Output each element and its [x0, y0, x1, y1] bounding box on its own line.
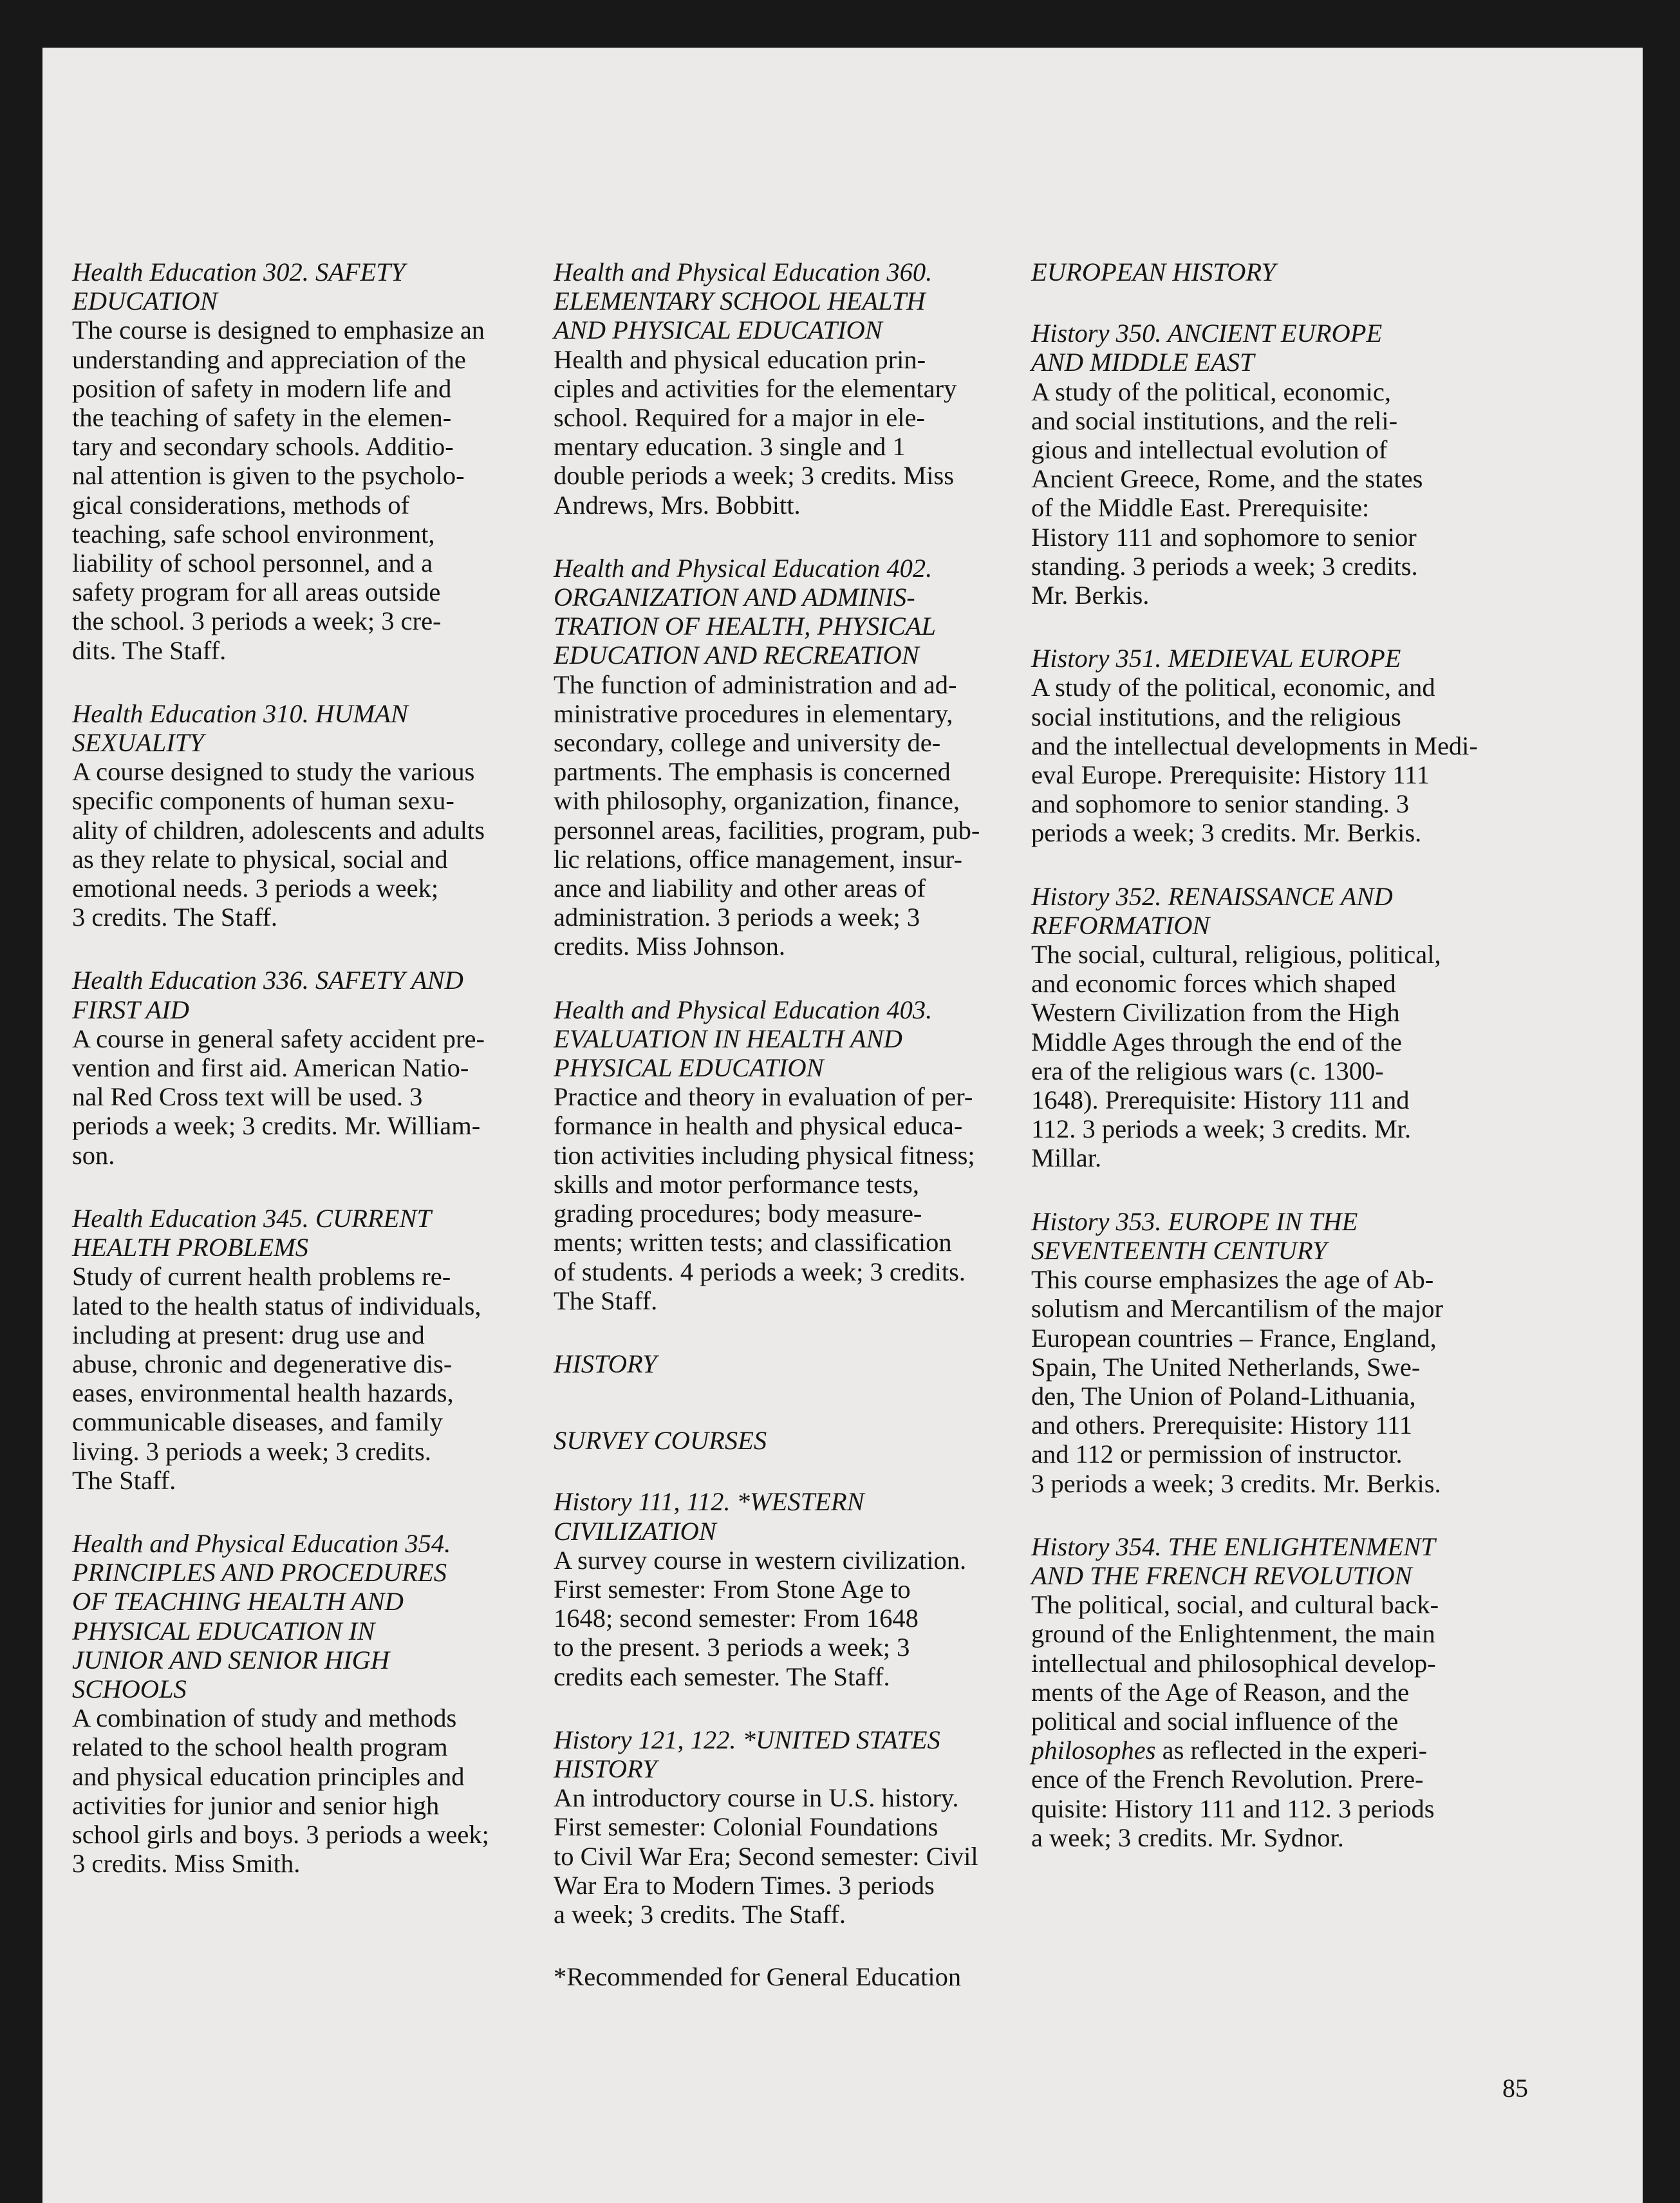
- course-entry: [72, 699, 542, 932]
- description-text: The political, social, and cultural back- ground of the Enlightenment, the main intellectual and philosophical develop- ments of the Age of Reason, and the political and social influence of the: [1031, 1590, 1439, 1736]
- course-description: A combination of study and methods related to the school health program and physical education principles and activities for junior and senior high school girls and boys. 3 periods a week; 3 credits. Miss Smith.: [72, 1703, 489, 1879]
- course-description: The social, cultural, religious, political, and economic forces which shaped Western Civilization from the High Middle Ages through the end of the era of the religious wars (c. 1300- 1648). Prerequisite: History 111 and 112. 3 periods a week; 3 credits. Mr. Millar.: [1031, 940, 1441, 1173]
- course-entry: [554, 554, 1038, 961]
- course-heading: History 354. THE ENLIGHTENMENT AND THE FRENCH REVOLUTION: [1031, 1532, 1435, 1590]
- course-heading: Health and Physical Education 402. ORGANIZATION AND ADMINIS- TRATION OF HEALTH, PHYSICAL EDUCATION AND RECREATION: [554, 553, 936, 670]
- section-heading-european-history: EUROPEAN HISTORY: [1031, 258, 1276, 286]
- section-heading-history: HISTORY: [554, 1349, 657, 1378]
- course-entry: [72, 1204, 542, 1495]
- course-entry: [554, 1725, 1038, 1929]
- course-heading: History 353. EUROPE IN THE SEVENTEENTH CENTURY: [1031, 1206, 1358, 1265]
- footnote: *Recommended for General Education: [554, 1962, 962, 1992]
- course-entry: [72, 966, 542, 1169]
- course-entry: [1031, 319, 1533, 610]
- course-entry: [1031, 882, 1533, 1173]
- page-number: 85: [1502, 2074, 1528, 2103]
- column-3: [1031, 258, 1533, 1886]
- course-description: A survey course in western civilization. First semester: From Stone Age to 1648; second semester: From 1648 to the present. 3 periods a week; 3 credits each semester. The Staff.: [554, 1545, 967, 1691]
- description-text: as reflected in the experi- ence of the French Revolution. Prere- quisite: History 111 and 112. 3 periods a week; 3 credits. Mr. Sydnor.: [1031, 1736, 1435, 1852]
- course-heading: Health and Physical Education 354. PRINCIPLES AND PROCEDURES OF TEACHING HEALTH AND PHYSICAL EDUCATION IN JUNIOR AND SENIOR HIGH SCHOOLS: [72, 1528, 451, 1703]
- course-heading: History 350. ANCIENT EUROPE AND MIDDLE EAST: [1031, 319, 1383, 377]
- course-heading: History 351. MEDIEVAL EUROPE: [1031, 644, 1401, 673]
- column-1: [72, 258, 542, 1912]
- sub-heading-survey-courses: SURVEY COURSES: [554, 1426, 767, 1456]
- course-entry: [1031, 1207, 1533, 1498]
- course-heading: Health and Physical Education 360. ELEMENTARY SCHOOL HEALTH AND PHYSICAL EDUCATION: [554, 258, 933, 345]
- column-2: [554, 258, 1038, 1991]
- course-description: Study of current health problems re- lated to the health status of individuals, including at present: drug use and abuse, chronic and degenerative dis- eases, environmental health hazards, communicable diseases, and family living. 3 periods a week; 3 credits. The Staff.: [72, 1262, 481, 1495]
- italic-term: philosophes: [1031, 1736, 1156, 1765]
- course-heading: Health Education 302. SAFETY EDUCATION: [72, 258, 406, 316]
- course-heading: Health Education 345. CURRENT HEALTH PROBLEMS: [72, 1203, 431, 1262]
- course-description: A course in general safety accident pre- vention and first aid. American Natio- nal Red Cross text will be used. 3 periods a week; 3 credits. Mr. William- son.: [72, 1024, 485, 1170]
- course-heading: Health and Physical Education 403. EVALUATION IN HEALTH AND PHYSICAL EDUCATION: [554, 995, 933, 1083]
- course-entry: [72, 1529, 542, 1878]
- course-heading: History 111, 112. *WESTERN CIVILIZATION: [554, 1487, 864, 1546]
- course-description: This course emphasizes the age of Ab- solutism and Mercantilism of the major European countries – France, England, Spain, The United Netherlands, Swe- den, The Union of Poland-Lithuania, and others. Prerequisite: History 111 and 112 or permission of instructor. 3 periods a week; 3 credits. Mr. Berkis.: [1031, 1265, 1444, 1498]
- course-description: Practice and theory in evaluation of per- formance in health and physical educa- tion activities including physical fitness; skills and motor performance tests, grading procedures; body measure- ments; written tests; and classification of students. 4 periods a week; 3 credits. The Staff.: [554, 1082, 975, 1315]
- course-description: A study of the political, economic, and social institutions, and the religious and the intellectual developments in Medi- eval Europe. Prerequisite: History 111 and sophomore to senior standing. 3 periods a week; 3 credits. Mr. Berkis.: [1031, 673, 1478, 848]
- course-description: Health and physical education prin- ciples and activities for the elementary school. Required for a major in ele- mentary education. 3 single and 1 double periods a week; 3 credits. Miss Andrews, Mrs. Bobbitt.: [554, 344, 957, 520]
- course-description: The course is designed to emphasize an understanding and appreciation of the position of safety in modern life and the teaching of safety in the elemen- tary and secondary schools. Additio- nal attention is given to the psycholo- gical considerations, methods of teaching, safe school environment, liability of school personnel, and a safety program for all areas outside the school. 3 periods a week; 3 cre- dits. The Staff.: [72, 315, 485, 665]
- course-heading: History 121, 122. *UNITED STATES HISTORY: [554, 1725, 940, 1783]
- course-entry: [1031, 644, 1533, 847]
- course-description: A course designed to study the various specific components of human sexu- ality of children, adolescents and adults as they relate to physical, social and emotional needs. 3 periods a week; 3 credits. The Staff.: [72, 757, 485, 932]
- course-heading: Health Education 310. HUMAN SEXUALITY: [72, 698, 408, 758]
- course-entry: [554, 1487, 1038, 1691]
- course-entry: [1031, 1532, 1533, 1852]
- course-description: The function of administration and ad- ministrative procedures in elementary, secondary, college and university de- partments. The emphasis is concerned with philosophy, organization, finance, personnel areas, facilities, program, pub- lic relations, office management, insur- ance and liability and other areas of administration. 3 periods a week; 3 credits. Miss Johnson.: [554, 670, 980, 961]
- catalog-page: [42, 48, 1643, 2203]
- course-entry: [554, 258, 1038, 520]
- course-description: [1031, 1590, 1533, 1852]
- course-heading: History 352. RENAISSANCE AND REFORMATION: [1031, 881, 1393, 940]
- course-entry: [554, 995, 1038, 1315]
- course-entry: [72, 258, 542, 665]
- course-description: An introductory course in U.S. history. First semester: Colonial Foundations to Civil War Era; Second semester: Civil War Era to Modern Times. 3 periods a week; 3 credits. The Staff.: [554, 1783, 978, 1929]
- course-description: A study of the political, economic, and social institutions, and the reli- gious and intellectual evolution of Ancient Greece, Rome, and the states of the Middle East. Prerequisite: History 111 and sophomore to senior standing. 3 periods a week; 3 credits. Mr. Berkis.: [1031, 377, 1423, 610]
- course-heading: Health Education 336. SAFETY AND FIRST AID: [72, 966, 463, 1024]
